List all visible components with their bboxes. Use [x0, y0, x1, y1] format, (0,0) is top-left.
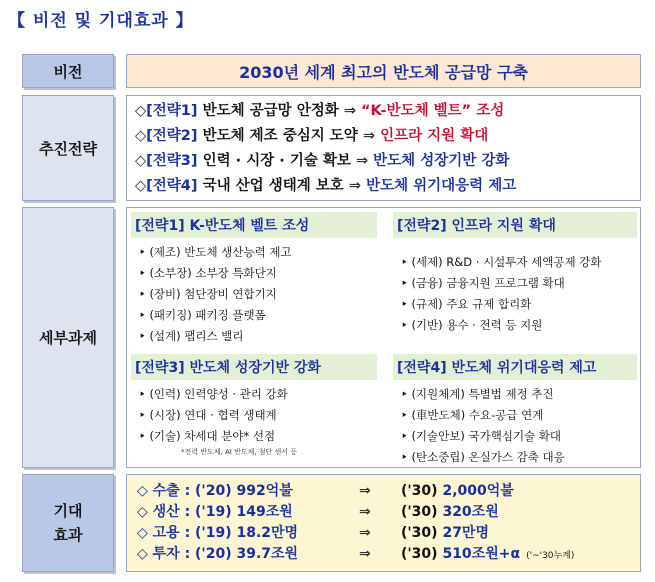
task-item: ‣ (기술) 차세대 분야* 선점 — [139, 429, 276, 443]
task-item: ‣ (인력) 인력양성 · 관리 강화 — [139, 387, 288, 401]
strategy-line — [135, 149, 632, 174]
strategy-text: 국내 산업 생태계 보호 — [202, 178, 344, 194]
task-group-heading: [전략2] 인프라 지원 확대 — [393, 212, 637, 238]
effect-target — [401, 523, 489, 544]
task-group — [131, 354, 377, 457]
task-footnote: *전력 반도체, AI 반도체, 첨단 센서 등 — [181, 448, 298, 456]
task-item: ‣ (제조) 반도체 생산능력 제고 — [139, 245, 292, 259]
effect-target-value: 510조원+α — [442, 546, 521, 562]
vision-text: 2030년 세계 최고의 반도체 공급망 구축 — [126, 54, 641, 88]
tasks-label: 세부과제 — [22, 207, 114, 468]
effect-line — [137, 523, 630, 544]
task-item: ‣ (소부장) 소부장 특화단지 — [139, 266, 277, 280]
effect-name: ◇ 생산 : ('19) 149조원 — [137, 504, 293, 520]
vision-label: 비전 — [22, 54, 114, 88]
task-item: ‣ (시장) 연대 · 협력 생태계 — [139, 408, 277, 422]
diamond-icon: ◇ — [135, 103, 147, 119]
arrow-right-icon: ⇒ — [348, 178, 362, 194]
effect-target-year: ('30) — [401, 504, 438, 520]
tasks-panel — [126, 207, 641, 468]
task-item: ‣ (설계) 팹리스 밸리 — [139, 329, 244, 343]
effect-target-year: ('30) — [401, 483, 438, 499]
arrow-right-icon: ⇒ — [362, 128, 376, 144]
diamond-icon: ◇ — [135, 128, 147, 144]
strategy-text: 반도체 제조 중심지 도약 — [202, 128, 358, 144]
task-item: ‣ (금융) 금융지원 프로그램 확대 — [401, 276, 565, 290]
strategy-tag: [전략4] — [146, 178, 198, 194]
strategy-text: 반도체 공급망 안정화 — [202, 103, 339, 119]
strategy-result: 반도체 성장기반 강화 — [373, 153, 510, 169]
effect-target-year: ('30) — [401, 546, 438, 562]
task-item: ‣ (車반도체) 수요-공급 연계 — [401, 408, 544, 422]
effect-line — [137, 481, 630, 502]
effect-target — [401, 481, 514, 502]
strategy-text: 인력 · 시장 · 기술 확보 — [202, 153, 351, 169]
strategy-result: “K-반도체 벨트” 조성 — [361, 103, 505, 119]
task-item: ‣ (기술안보) 국가핵심기술 확대 — [401, 429, 562, 443]
strategy-tag: [전략1] — [146, 103, 198, 119]
task-item: ‣ (지원체계) 특별법 제정 추진 — [401, 387, 554, 401]
task-group — [393, 354, 637, 468]
effects-panel — [126, 474, 641, 572]
effects-label-line1: 기대 — [53, 502, 83, 520]
strategy-tag: [전략3] — [146, 153, 198, 169]
task-group-heading: [전략4] 반도체 위기대응력 제고 — [393, 354, 637, 380]
effect-name: ◇ 수출 : ('20) 992억불 — [137, 483, 293, 499]
arrow-right-icon: ⇒ — [343, 103, 356, 119]
task-item: ‣ (기반) 용수 · 전력 등 지원 — [401, 318, 543, 332]
effects-label — [22, 474, 114, 572]
task-item: ‣ (장비) 첨단장비 연합기지 — [139, 287, 277, 301]
task-item: ‣ (탄소중립) 온실가스 감축 대응 — [401, 450, 565, 464]
strategy-line — [135, 99, 632, 124]
arrow-right-icon: ⇒ — [355, 153, 369, 169]
diamond-icon: ◇ — [135, 178, 147, 194]
effect-name: ◇ 투자 : ('20) 39.7조원 — [137, 546, 299, 562]
task-item: ‣ (규제) 주요 규제 합리화 — [401, 297, 532, 311]
effects-label-line2: 효과 — [53, 526, 83, 544]
task-group — [393, 212, 637, 336]
strategy-result: 인프라 지원 확대 — [380, 128, 489, 144]
strategy-label: 추진전략 — [22, 95, 114, 201]
effect-target-value: 2,000억불 — [442, 483, 514, 499]
task-group — [131, 212, 377, 347]
strategy-panel — [126, 95, 641, 201]
effect-target-value: 27만명 — [442, 525, 489, 541]
effect-target — [401, 544, 520, 565]
strategy-line — [135, 174, 632, 199]
effect-line — [137, 502, 630, 523]
diamond-icon: ◇ — [135, 153, 147, 169]
effect-target-year: ('30) — [401, 525, 438, 541]
strategy-result: 반도체 위기대응력 제고 — [366, 178, 517, 194]
task-item: ‣ (패키징) 패키징 플랫폼 — [139, 308, 266, 322]
page-title: 【 비전 및 기대효과 】 — [8, 11, 194, 31]
task-group-heading: [전략3] 반도체 성장기반 강화 — [131, 354, 377, 380]
task-group-heading: [전략1] K-반도체 벨트 조성 — [131, 212, 377, 238]
task-item: ‣ (세제) R&D · 시설투자 세액공제 강화 — [401, 255, 602, 269]
arrow-right-icon: ⇒ — [359, 504, 371, 520]
effect-line — [137, 544, 630, 567]
strategy-tag: [전략2] — [146, 128, 198, 144]
arrow-right-icon: ⇒ — [359, 546, 371, 562]
effect-target-value: 320조원 — [442, 504, 499, 520]
effect-name: ◇ 고용 : ('19) 18.2만명 — [137, 525, 299, 541]
arrow-right-icon: ⇒ — [359, 483, 371, 499]
effect-target — [401, 502, 499, 523]
arrow-right-icon: ⇒ — [359, 525, 371, 541]
strategy-line — [135, 124, 632, 149]
effect-extra: ('~'30누계) — [526, 551, 575, 561]
